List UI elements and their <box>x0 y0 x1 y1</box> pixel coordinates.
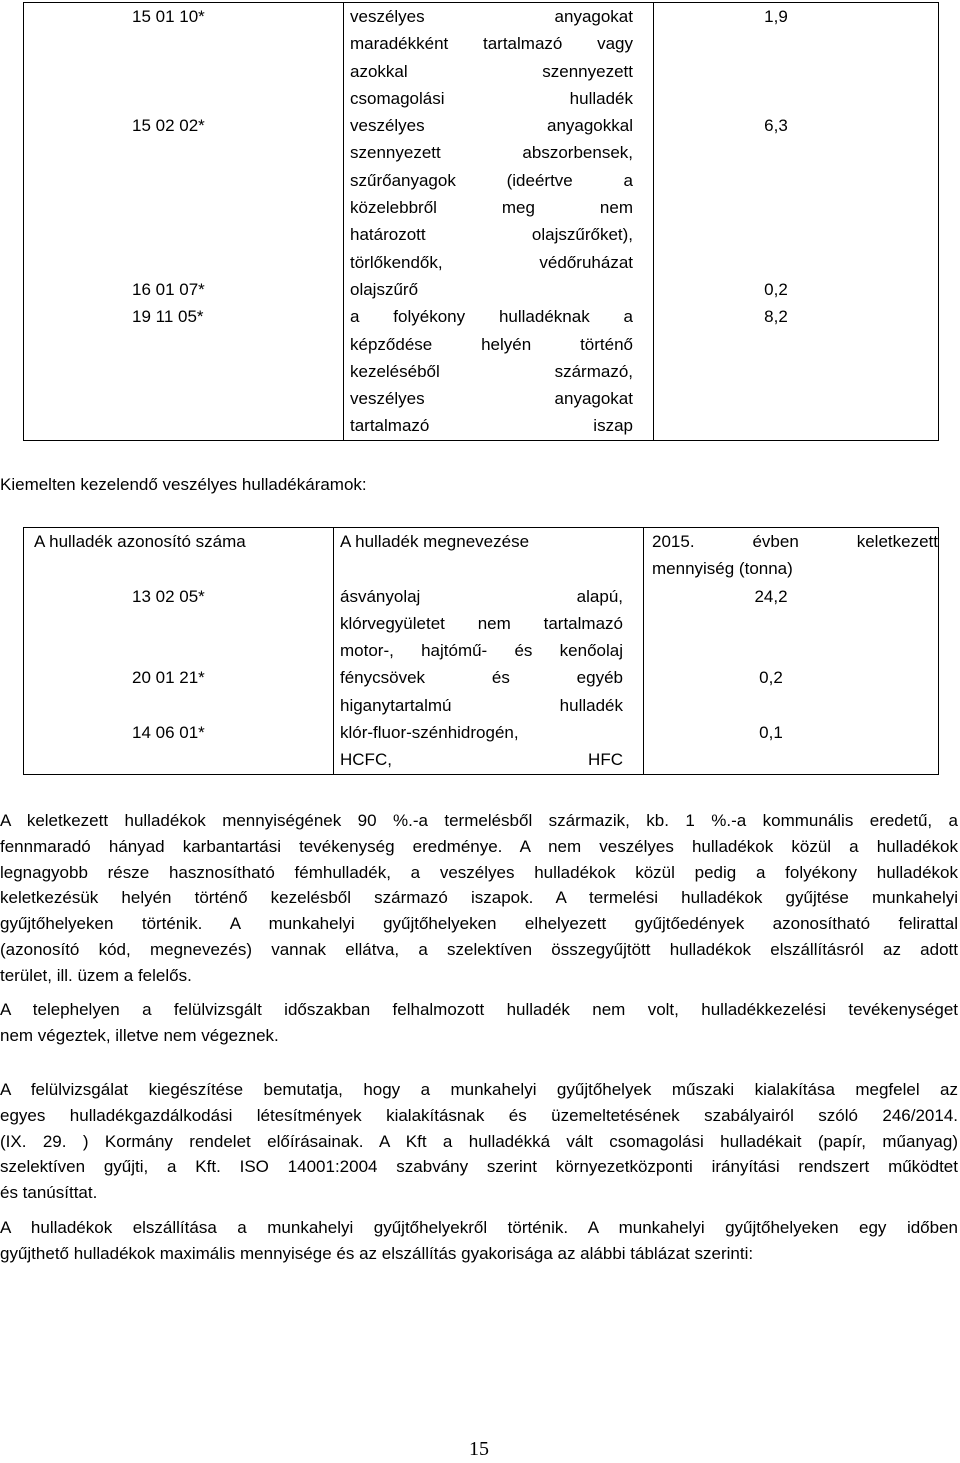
waste-name-line: maradékként tartalmazó vagy <box>350 34 633 54</box>
header-name: A hulladék megnevezése <box>334 528 644 583</box>
waste-name <box>344 276 654 303</box>
waste-name-line: tartalmazó iszap <box>350 416 633 436</box>
waste-quantity: 0,2 <box>654 276 939 303</box>
header-qty <box>644 528 939 583</box>
waste-code: 20 01 21* <box>24 664 334 719</box>
page-number: 15 <box>469 1438 489 1460</box>
waste-name-line: olajszűrő <box>350 279 419 299</box>
paragraph-line: egyes hulladékgazdálkodási létesítmények kialakításnak és üzemeltetésének szabályairól szóló 246/2014. <box>0 1105 958 1125</box>
waste-quantity: 1,9 <box>654 3 939 113</box>
waste-name <box>344 303 654 440</box>
table-row <box>24 303 939 440</box>
paragraph-line: és tanúsíttat. <box>0 1183 98 1203</box>
waste-quantity: 0,1 <box>644 719 939 774</box>
paragraph-line: nem végeztek, illetve nem végeznek. <box>0 1025 279 1045</box>
table-row <box>24 3 939 113</box>
header-code: A hulladék azonosító száma <box>24 528 334 583</box>
paragraph-line: terület, ill. üzem a felelős. <box>0 965 192 985</box>
table-row <box>24 112 939 276</box>
waste-name-line: ásványolaj alapú, <box>340 586 623 606</box>
waste-name-line: szűrőanyagok (ideértve a <box>350 170 633 190</box>
waste-name-line: határozott olajszűrőket), <box>350 225 633 245</box>
waste-name-line: klórvegyületet nem tartalmazó <box>340 613 623 633</box>
waste-code: 19 11 05* <box>24 303 344 440</box>
paragraph-line: szelektíven gyűjti, a Kft. ISO 14001:2004 szabvány szerint környezetközponti irányítási rendszert működtet <box>0 1157 958 1177</box>
paragraph-line: A telephelyen a felülvizsgált időszakban felhalmozott hulladék nem volt, hulladékkezelési tevékenységet <box>0 1000 958 1019</box>
waste-name-line: motor-, hajtómű- és kenőolaj <box>340 641 623 661</box>
waste-code: 15 01 10* <box>24 3 344 113</box>
table-row <box>24 664 939 719</box>
paragraph <box>0 808 958 989</box>
waste-code: 16 01 07* <box>24 276 344 303</box>
table-row <box>24 276 939 303</box>
waste-name-line: azokkal szennyezett <box>350 61 633 81</box>
waste-name-line: veszélyes anyagokat <box>350 389 633 409</box>
waste-name <box>334 664 644 719</box>
waste-name-line: fénycsövek és egyéb <box>340 668 623 688</box>
paragraph <box>0 1215 958 1267</box>
waste-name <box>334 719 644 774</box>
waste-name-line: a folyékony hulladéknak a <box>350 307 633 327</box>
table-row <box>24 583 939 665</box>
waste-code: 13 02 05* <box>24 583 334 665</box>
header-qty-line1: 2015. évben keletkezett <box>652 532 938 551</box>
waste-name-line: szennyezett abszorbensek, <box>350 143 633 163</box>
paragraph-line: (IX. 29. ) Kormány rendelet előírásainak. A Kft a hulladékká vált csomagolási hulladékait (papír, műanyag) <box>0 1131 958 1151</box>
paragraph-line: (azonosító kód, megnevezés) vannak ellátva, a szelektíven összegyűjtött hulladékok elszállításról az adott <box>0 939 958 959</box>
header-qty-line2: mennyiség (tonna) <box>652 559 793 579</box>
section-label: Kiemelten kezelendő veszélyes hulladékáramok: <box>0 475 367 494</box>
waste-quantity: 8,2 <box>654 303 939 440</box>
waste-name <box>344 3 654 113</box>
paragraph-line: legnagyobb része hasznosítható fémhulladék, a veszélyes hulladékok közül pedig a folyékony hulladékok <box>0 862 958 882</box>
waste-table-1 <box>23 2 939 441</box>
waste-name-line: törlőkendők, védőruházat <box>350 252 633 272</box>
waste-name-line: higanytartalmú hulladék <box>340 695 623 715</box>
waste-name-line: HCFC, HFC <box>340 750 623 770</box>
waste-name-line: klór-fluor-szénhidrogén, <box>340 723 519 743</box>
paragraph <box>0 1077 958 1206</box>
waste-quantity: 24,2 <box>644 583 939 665</box>
waste-name-line: veszélyes anyagokkal <box>350 116 633 136</box>
paragraph <box>0 997 958 1049</box>
paragraph-line: keletkezésük helyén történő kezelésből származó iszapok. A termelési hulladékok gyűjtése munkahelyi <box>0 888 958 908</box>
waste-name-line: csomagolási hulladék <box>350 88 633 108</box>
waste-code: 14 06 01* <box>24 719 334 774</box>
hazardous-waste-table <box>23 527 939 775</box>
paragraph-line: gyűjtőhelyeken történik. A munkahelyi gyűjtőhelyeken elhelyezett gyűjtőedények azonosítható felirattal <box>0 914 958 934</box>
paragraph-line: A hulladékok elszállítása a munkahelyi gyűjtőhelyekről történik. A munkahelyi gyűjtőhelyeken egy időben <box>0 1218 958 1237</box>
table-row <box>24 719 939 774</box>
waste-name-line: veszélyes anyagokat <box>350 7 633 26</box>
waste-name-line: közelebbről meg nem <box>350 198 633 218</box>
waste-code: 15 02 02* <box>24 112 344 276</box>
table-header-row <box>24 528 939 583</box>
paragraph-line: fennmaradó hányad karbantartási tevékenység eredménye. A nem veszélyes hulladékok közül a hulladékok <box>0 836 958 856</box>
waste-name-line: képződése helyén történő <box>350 334 633 354</box>
waste-quantity: 6,3 <box>654 112 939 276</box>
waste-quantity: 0,2 <box>644 664 939 719</box>
paragraph-line: A keletkezett hulladékok mennyiségének 90 %.-a termelésből származik, kb. 1 %.-a kommunális eredetű, a <box>0 811 958 830</box>
waste-name-line: kezeléséből származó, <box>350 361 633 381</box>
waste-name <box>344 112 654 276</box>
waste-name <box>334 583 644 665</box>
paragraph-line: gyűjthető hulladékok maximális mennyisége és az elszállítás gyakorisága az alábbi táblázat szerinti: <box>0 1243 754 1263</box>
paragraph-line: A felülvizsgálat kiegészítése bemutatja, hogy a munkahelyi gyűjtőhelyek műszaki kialakítása megfelel az <box>0 1080 958 1099</box>
